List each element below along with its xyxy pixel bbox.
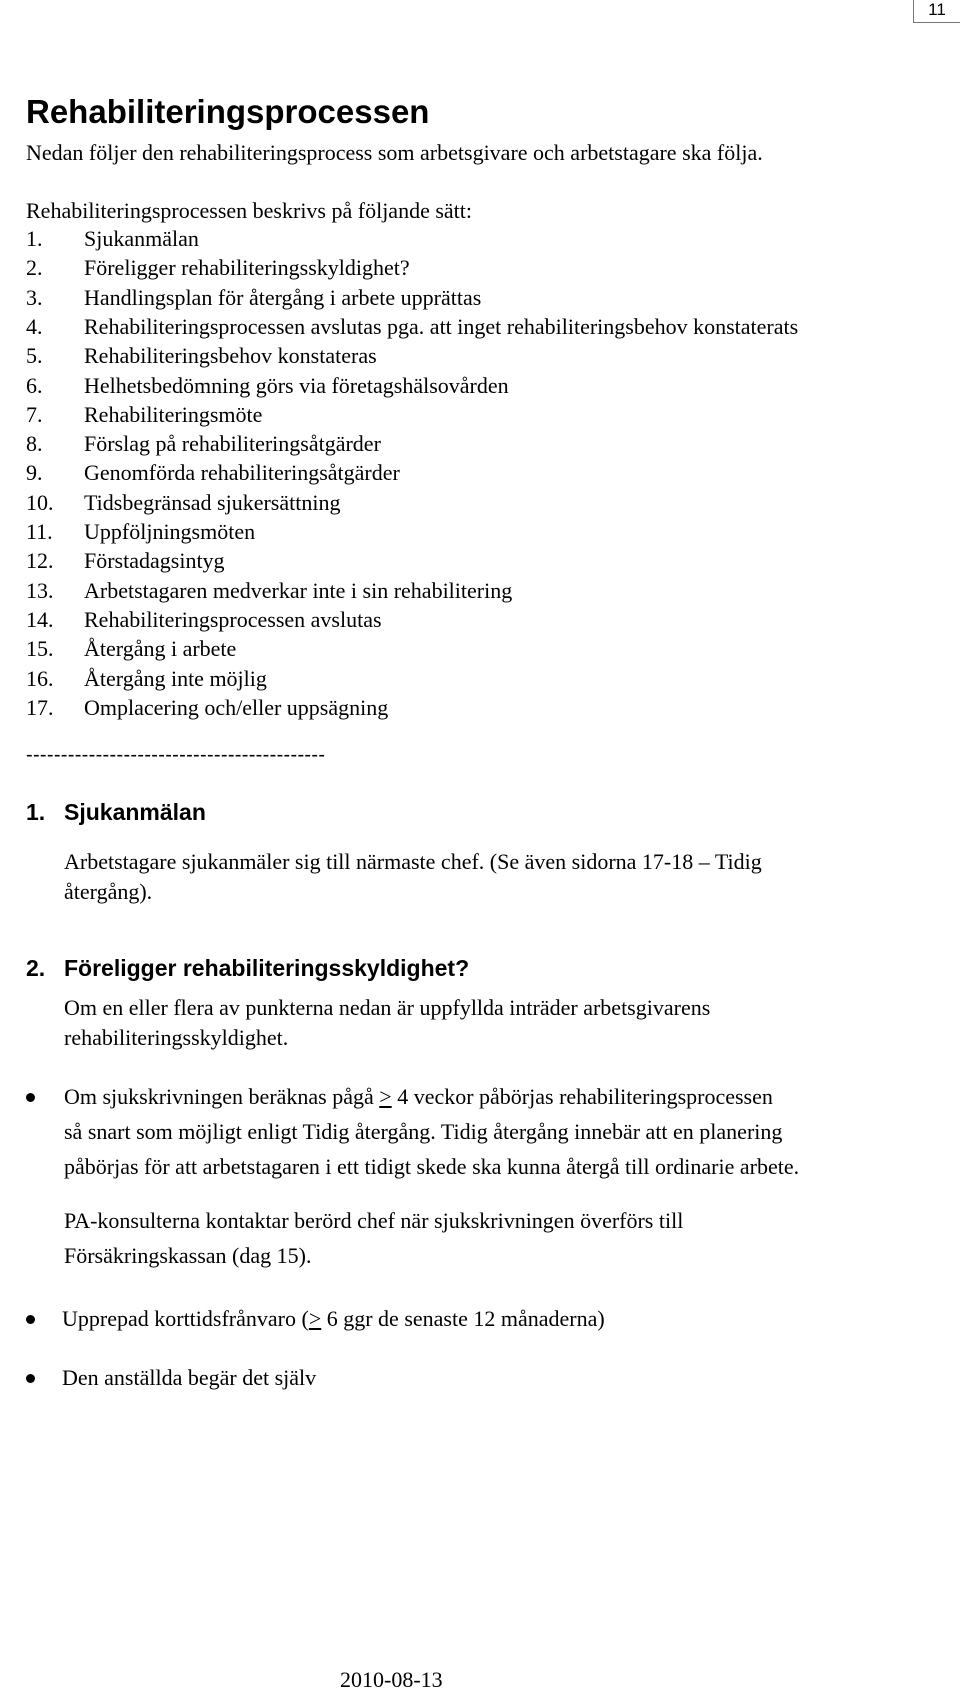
step-text: Uppföljningsmöten: [84, 519, 256, 544]
bullet-2-text: [62, 1305, 605, 1333]
section-2-number: 2.: [26, 955, 46, 981]
section-2-heading: [26, 953, 469, 983]
step-number: 5.: [26, 343, 43, 368]
step-number: 4.: [26, 314, 43, 339]
bullet-icon: [26, 1374, 35, 1383]
step-number: 16.: [26, 666, 54, 691]
section-1-text-line1: Arbetstagare sjukanmäler sig till närmaste chef. (Se även sidorna 17-18 – Tidig: [64, 849, 762, 874]
section-1-heading: [26, 797, 206, 827]
step-text: Omplacering och/eller uppsägning: [84, 695, 389, 720]
bullet-1-line1: [64, 1083, 773, 1111]
step-number: 14.: [26, 607, 54, 632]
page-number: 11: [913, 0, 960, 23]
bullet-icon: [26, 1093, 35, 1102]
step-text: Återgång i arbete: [84, 636, 237, 661]
step-number: 7.: [26, 402, 43, 427]
section-1-text-line2: återgång).: [64, 879, 153, 904]
step-number: 3.: [26, 285, 43, 310]
section-2-title: Föreligger rehabiliteringsskyldighet?: [64, 955, 470, 981]
intro-text: Nedan följer den rehabiliteringsprocess som arbetsgivare och arbetstagare ska följa.: [26, 140, 763, 165]
step-number: 10.: [26, 490, 54, 515]
step-text: Rehabiliteringsprocessen avslutas pga. att inget rehabiliteringsbehov konstaterats: [84, 314, 799, 339]
step-number: 13.: [26, 578, 54, 603]
bullet-2-pre: Upprepad korttidsfrånvaro (: [62, 1306, 309, 1331]
bullet-1-post: 4 veckor påbörjas rehabiliteringsprocessen: [391, 1084, 773, 1109]
section-2-intro-line1: Om en eller flera av punkterna nedan är uppfyllda inträder arbetsgivarens: [64, 995, 711, 1020]
bullet-2-post: 6 ggr de senaste 12 månaderna): [321, 1306, 605, 1331]
greater-or-equal-symbol: >: [308, 1306, 322, 1331]
step-text: Återgång inte möjlig: [84, 666, 267, 691]
bullet-1-pre: Om sjukskrivningen beräknas pågå: [64, 1084, 380, 1109]
step-number: 12.: [26, 548, 54, 573]
step-text: Helhetsbedömning görs via företagshälsovården: [84, 373, 509, 398]
section-2-intro-line2: rehabiliteringsskyldighet.: [64, 1025, 289, 1050]
list-intro: Rehabiliteringsprocessen beskrivs på följande sätt:: [26, 198, 472, 223]
bullet-1-line2: så snart som möjligt enligt Tidig återgång. Tidig återgång innebär att en planering: [64, 1119, 783, 1144]
bullet-3-text: Den anställda begär det själv: [62, 1365, 317, 1390]
section-1-number: 1.: [26, 799, 46, 825]
step-text: Förstadagsintyg: [84, 548, 225, 573]
step-text: Sjukanmälan: [84, 226, 199, 251]
step-number: 8.: [26, 431, 43, 456]
step-number: 9.: [26, 460, 43, 485]
pa-consultant-line2: Försäkringskassan (dag 15).: [64, 1243, 312, 1268]
bullet-icon: [26, 1315, 35, 1324]
step-text: Rehabiliteringsprocessen avslutas: [84, 607, 382, 632]
step-text: Föreligger rehabiliteringsskyldighet?: [84, 255, 410, 280]
step-text: Genomförda rehabiliteringsåtgärder: [84, 460, 400, 485]
page-title: Rehabiliteringsprocessen: [26, 93, 430, 130]
step-number: 6.: [26, 373, 43, 398]
step-text: Handlingsplan för återgång i arbete upprättas: [84, 285, 482, 310]
step-number: 11.: [26, 519, 53, 544]
pa-consultant-line1: PA-konsulterna kontaktar berörd chef när sjukskrivningen överförs till: [64, 1208, 684, 1233]
step-number: 1.: [26, 226, 43, 251]
step-text: Förslag på rehabiliteringsåtgärder: [84, 431, 381, 456]
separator-line: -------------------------------------------: [26, 744, 326, 766]
bullet-1-line3: påbörjas för att arbetstagaren i ett tidigt skede ska kunna återgå till ordinarie arbete.: [64, 1154, 800, 1179]
step-text: Tidsbegränsad sjukersättning: [84, 490, 341, 515]
section-1-title: Sjukanmälan: [64, 799, 206, 825]
step-number: 2.: [26, 255, 43, 280]
greater-or-equal-symbol: >: [379, 1084, 392, 1109]
step-number: 15.: [26, 636, 54, 661]
step-text: Arbetstagaren medverkar inte i sin rehabilitering: [84, 578, 513, 603]
step-text: Rehabiliteringsbehov konstateras: [84, 343, 377, 368]
step-number: 17.: [26, 695, 54, 720]
step-text: Rehabiliteringsmöte: [84, 402, 263, 427]
footer-date: 2010-08-13: [340, 1667, 443, 1692]
